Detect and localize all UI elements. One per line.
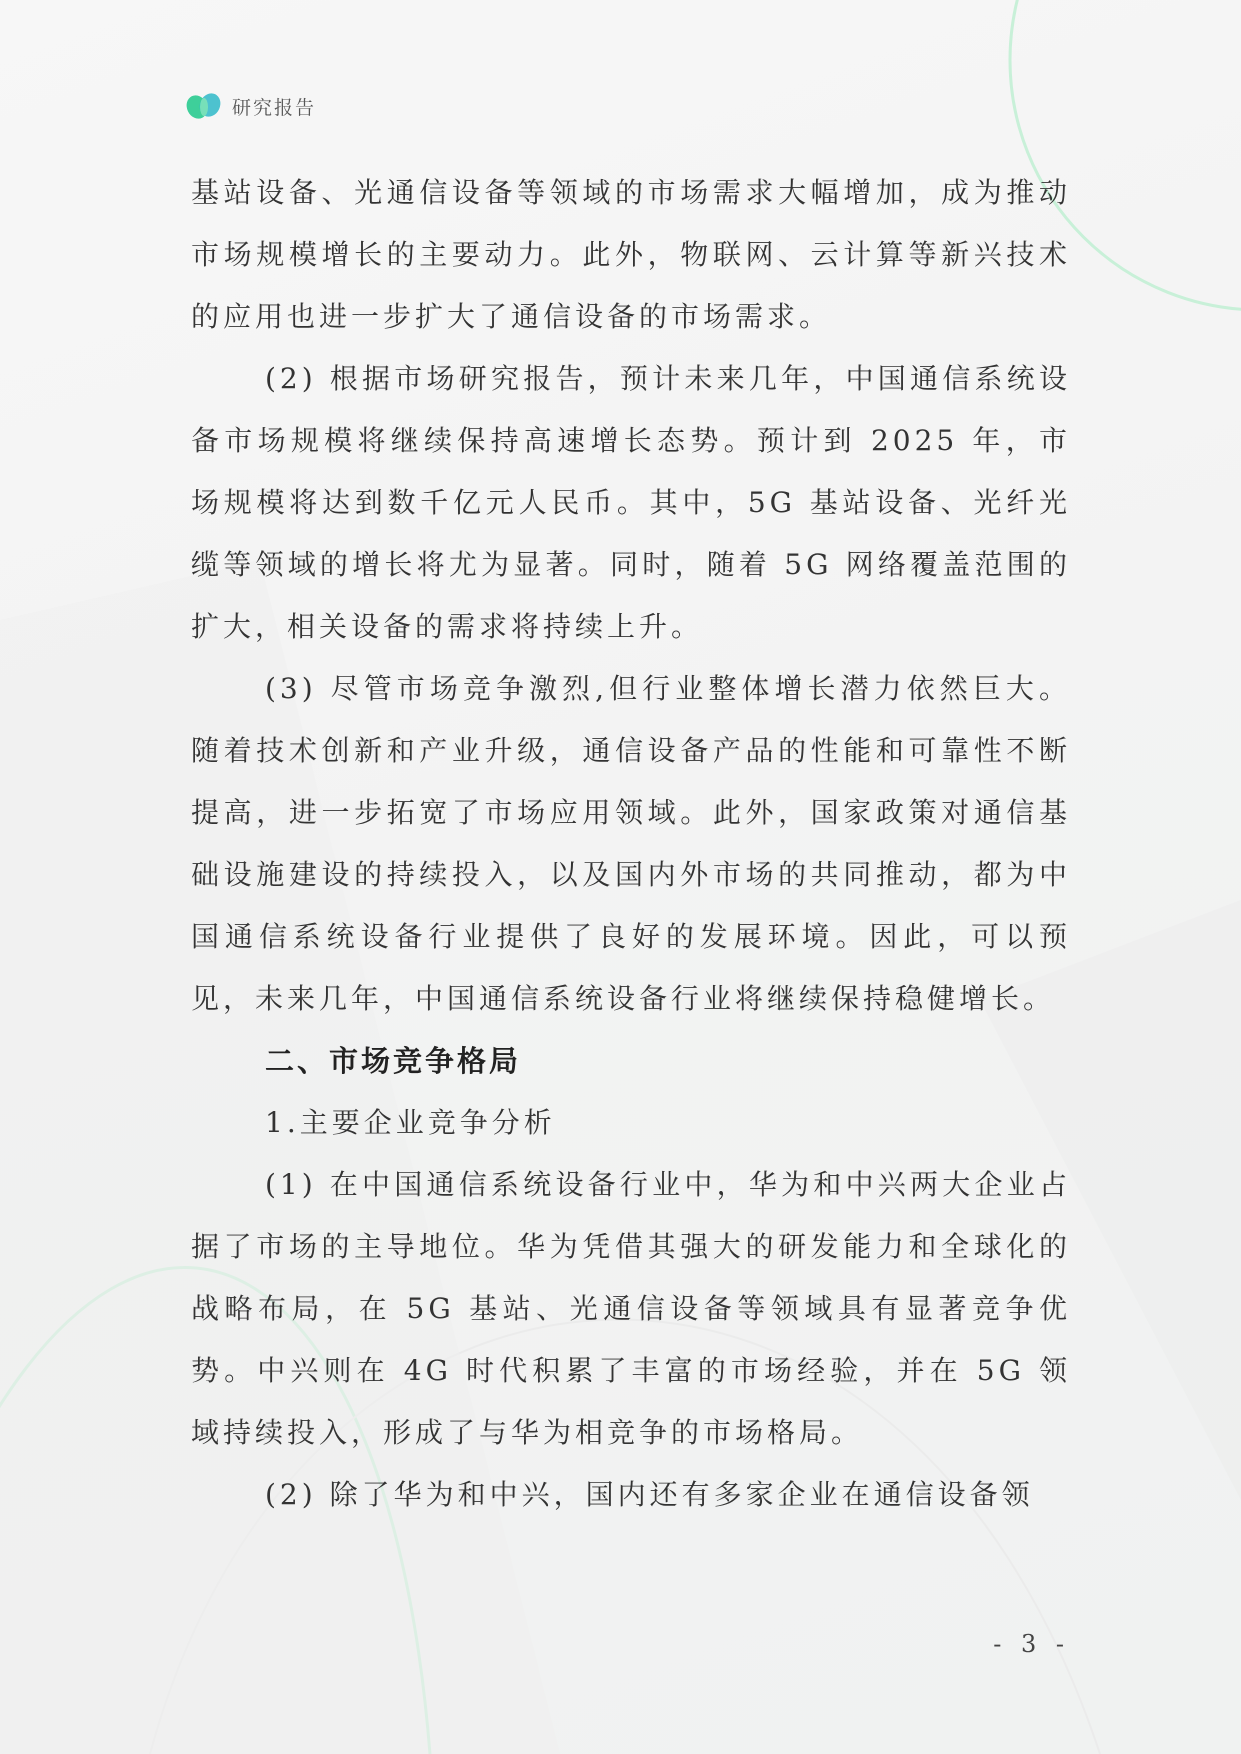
body-paragraph: 基站设备、光通信设备等领域的市场需求大幅增加，成为推动市场规模增长的主要动力。此外，物联网、云计算等新兴技术的应用也进一步扩大了通信设备的市场需求。 <box>191 176 1071 333</box>
report-header <box>186 88 316 124</box>
body-paragraph: (2) 除了华为和中兴，国内还有多家企业在通信设备领 <box>265 1478 1034 1511</box>
document-body <box>191 162 1071 1526</box>
body-paragraph: (3) 尽管市场竞争激烈,但行业整体增长潜力依然巨大。随着技术创新和产业升级，通信设备产品的性能和可靠性不断提高，进一步拓宽了市场应用领域。此外，国家政策对通信基础设施建设的持续投入，以及国内外市场的共同推动，都为中国通信系统设备行业提供了良好的发展环境。因此，可以预见，未来几年，中国通信系统设备行业将继续保持稳健增长。 <box>191 672 1071 1015</box>
body-paragraph: (1) 在中国通信系统设备行业中，华为和中兴两大企业占据了市场的主导地位。华为凭借其强大的研发能力和全球化的战略布局，在 5G 基站、光通信设备等领域具有显著竞争优势。中兴则在 4G 时代积累了丰富的市场经验，并在 5G 领域持续投入，形成了与华为相竞争的市场格局。 <box>191 1168 1071 1449</box>
body-paragraph: (2) 根据市场研究报告，预计未来几年，中国通信系统设备市场规模将继续保持高速增长态势。预计到 2025 年，市场规模将达到数千亿元人民币。其中，5G 基站设备、光纤光缆等领域的增长将尤为显著。同时，随着 5G 网络覆盖范围的扩大，相关设备的需求将持续上升。 <box>191 362 1071 643</box>
page-number: - 3 - <box>993 1630 1070 1658</box>
section-heading: 二、市场竞争格局 <box>265 1044 522 1078</box>
sub-heading: 1.主要企业竞争分析 <box>265 1106 556 1139</box>
leaf-logo-icon <box>186 91 222 121</box>
header-label: 研究报告 <box>232 96 317 119</box>
